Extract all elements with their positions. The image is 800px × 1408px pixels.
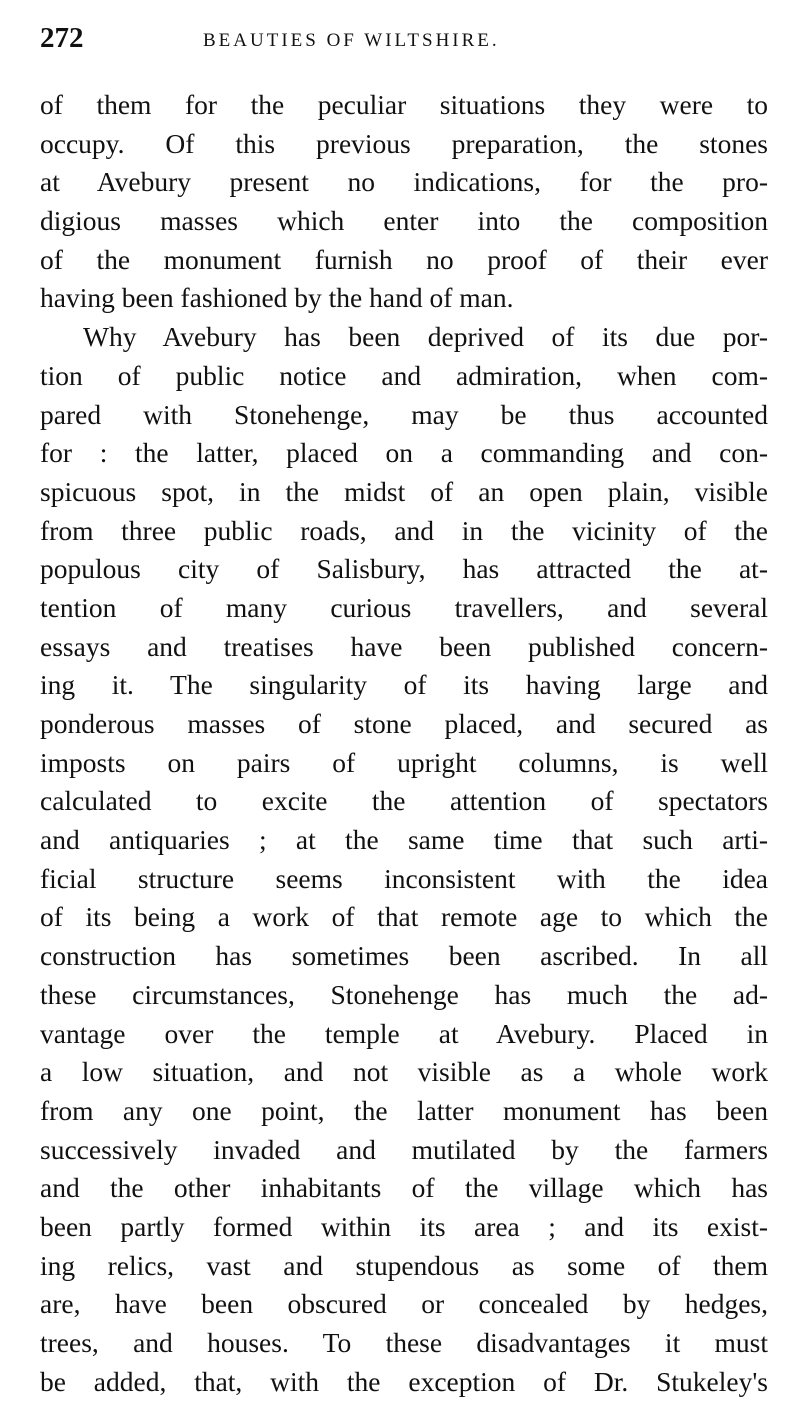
text-line: and antiquaries ; at the same time that such arti- [40,824,768,856]
text-line: of them for the peculiar situations they were to [40,89,768,120]
text-line: digious masses which enter into the composition [40,205,768,237]
text-line: trees, and houses. To these disadvantages it must [40,1327,768,1358]
text-line: these circumstances, Stonehenge has much the ad- [40,978,768,1010]
text-line: from three public roads, and in the vicinity of the [40,514,768,546]
text-line: imposts on pairs of upright columns, is well [40,746,768,778]
text-line: construction has sometimes been ascribed. In all [40,940,768,972]
text-line: be added, that, with the exception of Dr. Stukeley's [40,1365,768,1397]
page-number: 272 [40,22,84,54]
text-line: populous city of Salisbury, has attracted the at- [40,553,768,585]
text-line: tion of public notice and admiration, when com- [40,359,768,391]
text-line: Why Avebury has been deprived of its due por- [83,321,768,353]
text-line: essays and treatises have been published concern- [40,630,768,662]
running-title: BEAUTIES OF WILTSHIRE. [203,30,500,51]
text-line: from any one point, the latter monument has been [40,1094,768,1126]
text-line: successively invaded and mutilated by the farmers [40,1133,768,1165]
body-text [40,86,768,1401]
text-line: a low situation, and not visible as a whole work [40,1056,768,1088]
text-line: calculated to excite the attention of spectators [40,785,768,817]
text-line: been partly formed within its area ; and its exist- [40,1210,768,1242]
text-line: ing relics, vast and stupendous as some of them [40,1249,768,1281]
text-line: for : the latter, placed on a commanding and con- [40,437,768,469]
text-line: pared with Stonehenge, may be thus accounted [40,398,768,430]
text-line: ing it. The singularity of its having large and [40,669,768,701]
text-line: of the monument furnish no proof of their ever [40,243,768,275]
text-line: of its being a work of that remote age to which the [40,901,768,933]
text-line: spicuous spot, in the midst of an open plain, visible [40,475,768,507]
text-line: having been fashioned by the hand of man. [40,282,514,314]
text-line: are, have been obscured or concealed by hedges, [40,1288,768,1320]
text-line: vantage over the temple at Avebury. Placed in [40,1017,768,1049]
text-line: ficial structure seems inconsistent with the idea [40,862,768,894]
text-line: occupy. Of this previous preparation, the stones [40,127,768,159]
running-header [40,22,768,56]
text-line: tention of many curious travellers, and several [40,591,768,623]
text-line: at Avebury present no indications, for the pro- [40,166,768,198]
text-line: ponderous masses of stone placed, and secured as [40,708,768,739]
text-line: and the other inhabitants of the village which has [40,1172,768,1204]
